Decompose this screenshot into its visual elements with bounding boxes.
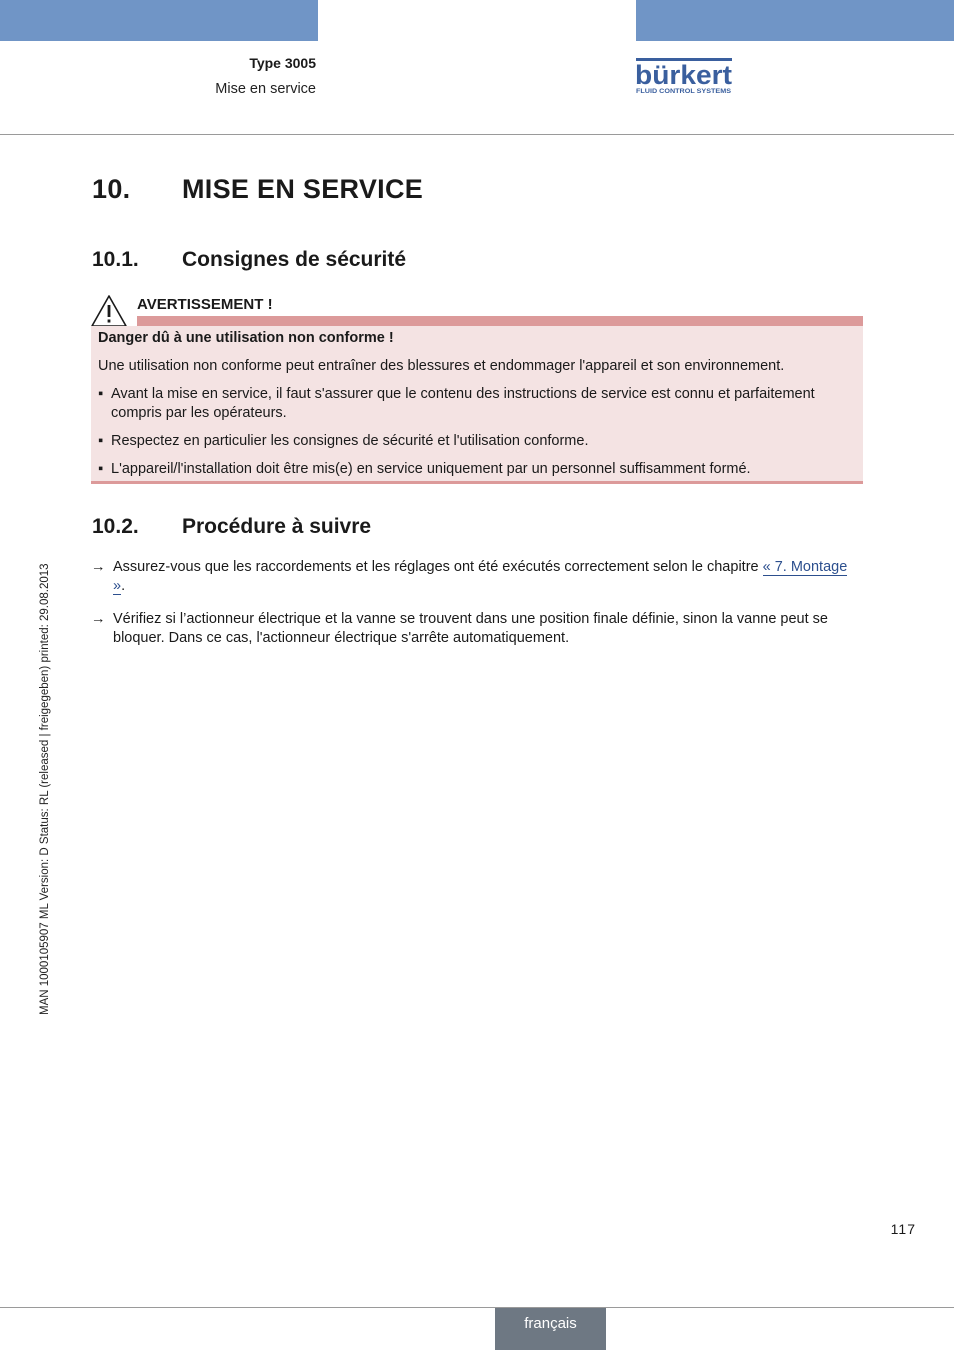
- page-number: 117: [890, 1221, 916, 1237]
- warning-list: [98, 385, 858, 488]
- logo-wordmark: bürkert: [635, 60, 733, 90]
- section-number: 10.2.: [92, 515, 139, 538]
- procedure-steps: [91, 558, 863, 662]
- step-text: Vérifiez si l’actionneur électrique et la vanne se trouvent dans une position finale définie, sinon la vanne peut se bloquer. Dans ce cas, l'actionneur électrique s'arrête automatiquement.: [113, 611, 828, 646]
- step-text-end: .: [121, 578, 126, 594]
- header-bar-right: [636, 0, 954, 41]
- section-title: Procédure à suivre: [182, 515, 372, 538]
- procedure-step: [91, 610, 863, 648]
- chapter-title: MISE EN SERVICE: [182, 174, 424, 204]
- chapter-heading: [92, 174, 423, 205]
- chapter-7-link[interactable]: « 7. Montage »: [113, 559, 848, 594]
- step-text: Assurez-vous que les raccordements et les réglages ont été exécutés correctement selon le chapitre: [113, 559, 763, 575]
- running-section-title: Mise en service: [215, 81, 316, 97]
- list-item-text: Avant la mise en service, il faut s'assurer que le contenu des instructions de service est connu et parfaitement compris par les opérateurs.: [111, 386, 815, 421]
- list-item-text: L'appareil/l'installation doit être mis(e) en service uniquement par un personnel suffisamment formé.: [111, 461, 751, 477]
- language-tab[interactable]: français: [495, 1308, 606, 1350]
- section-title: Consignes de sécurité: [182, 248, 407, 271]
- section-heading-procedure: [92, 515, 371, 539]
- list-item: [98, 460, 858, 479]
- warning-lead: Danger dû à une utilisation non conforme !: [98, 330, 394, 346]
- chapter-number: 10.: [92, 174, 131, 204]
- section-heading-safety: [92, 248, 406, 272]
- warning-triangle-icon: [90, 294, 128, 328]
- warning-title: AVERTISSEMENT !: [137, 296, 273, 313]
- header-divider: [0, 134, 954, 135]
- footer-divider: [0, 1307, 954, 1308]
- list-item-text: Respectez en particulier les consignes de sécurité et l'utilisation conforme.: [111, 433, 589, 449]
- logo-tagline: FLUID CONTROL SYSTEMS: [636, 89, 731, 95]
- arrow-right-icon: →: [91, 559, 106, 575]
- section-number: 10.1.: [92, 248, 139, 271]
- burkert-logo: [635, 58, 735, 98]
- document-type: Type 3005: [249, 55, 316, 71]
- bullet-icon: ▪: [98, 386, 104, 402]
- warning-stripe: [137, 316, 863, 326]
- document-version-note: MAN 1000105907 ML Version: D Status: RL (released | freigegeben) printed: 29.08.2013: [39, 563, 51, 1015]
- bullet-icon: ▪: [98, 433, 104, 449]
- list-item: [98, 385, 858, 423]
- warning-paragraph: Une utilisation non conforme peut entraîner des blessures et endommager l'appareil et son environnement.: [98, 358, 785, 374]
- warning-box: [91, 326, 863, 484]
- header-bar-left: [0, 0, 318, 41]
- bullet-icon: ▪: [98, 461, 104, 477]
- arrow-right-icon: →: [91, 611, 106, 627]
- list-item: [98, 432, 858, 451]
- procedure-step: [91, 558, 863, 596]
